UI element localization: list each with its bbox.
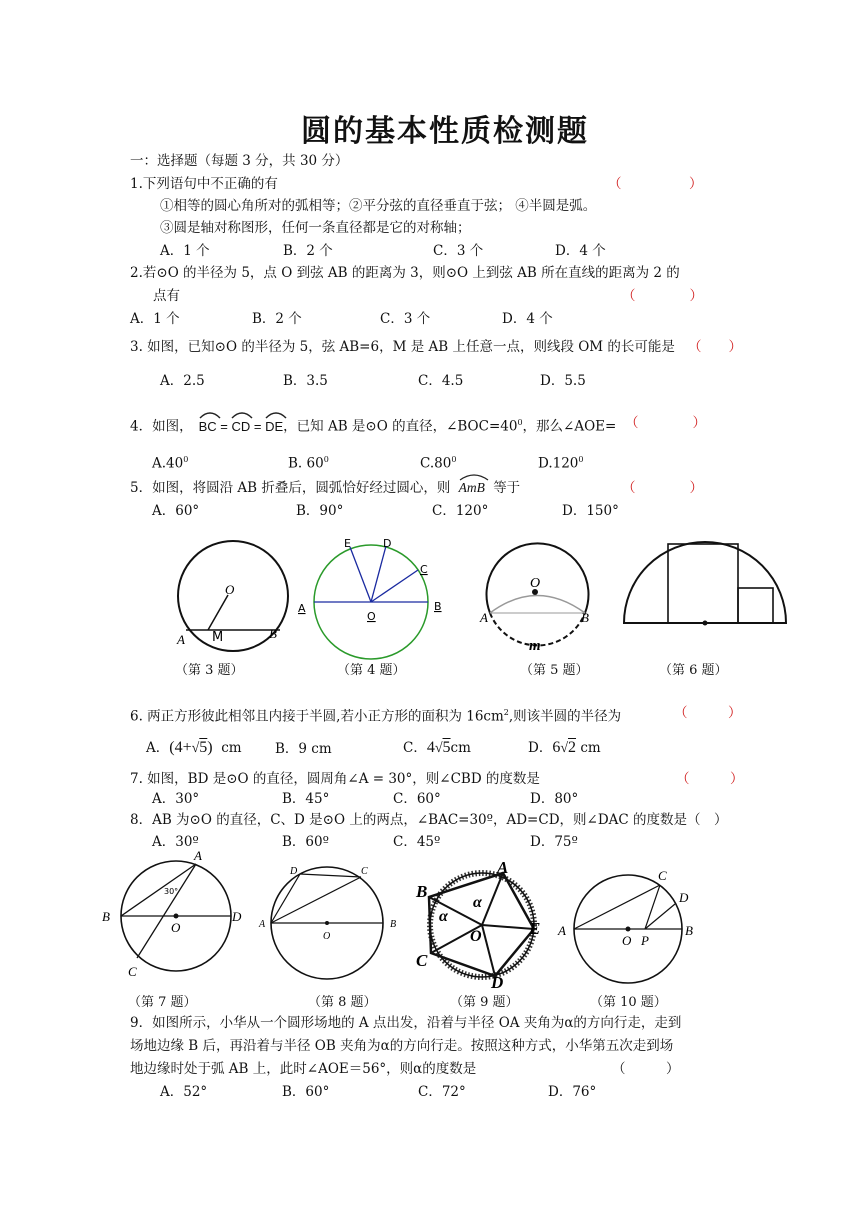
q6-stem: 6. 两正方形彼此相邻且内接于半圆,若小正方形的面积为 $16cm^2$,则该半圆的半径为 xyxy=(130,708,622,725)
arc-symbol-icon xyxy=(459,473,489,481)
fig7-label-d: D xyxy=(232,909,242,924)
fig4-label-d: D xyxy=(383,537,392,550)
q4-option-d[interactable]: D.120$^0$ xyxy=(538,455,584,472)
fig9-label-e: E xyxy=(529,919,541,938)
q3-option-b[interactable]: B．3.5 xyxy=(283,373,328,389)
fig4-label-a: A xyxy=(298,602,306,615)
fig7-label-o: O xyxy=(171,920,181,935)
q2-stem: 2.若⊙O 的半径为 5，点 O 到弦 AB 的距离为 3，则⊙O 上到弦 AB 所在直线的距离为 2 的 xyxy=(130,265,680,281)
fig7-label-b: B xyxy=(102,909,110,924)
q9-option-d[interactable]: D．76° xyxy=(548,1084,597,1100)
fig5-label-b: B xyxy=(581,610,589,625)
q4-answer-paren[interactable]: （ ） xyxy=(625,415,706,431)
fig10-label-d: D xyxy=(679,890,689,905)
figure-q9 xyxy=(415,853,550,988)
caption-q4: （第 4 题） xyxy=(337,663,406,678)
q9-option-b[interactable]: B．60° xyxy=(282,1084,330,1100)
caption-q3: （第 3 题） xyxy=(175,663,244,678)
fig9-label-b: B xyxy=(416,882,428,901)
fig4-label-c: C xyxy=(420,563,428,576)
fig3-label-o: O xyxy=(225,582,235,597)
q4-option-b[interactable]: B. $60^0$ xyxy=(288,455,329,472)
q1-option-a[interactable]: A．1 个 xyxy=(160,243,210,259)
fig10-label-p: P xyxy=(641,933,649,948)
caption-q8: （第 8 题） xyxy=(308,995,377,1010)
q8-option-b[interactable]: B．60º xyxy=(282,834,329,850)
q1-option-d[interactable]: D．4 个 xyxy=(555,243,606,259)
q5-option-b[interactable]: B．90° xyxy=(296,503,344,519)
q4-arc-de: DE xyxy=(265,418,283,436)
q2-option-a[interactable]: A．1 个 xyxy=(130,311,180,327)
fig9-label-c: C xyxy=(416,951,428,970)
caption-q5: （第 5 题） xyxy=(520,663,589,678)
q6-answer-paren[interactable]: （ ） xyxy=(674,705,742,721)
fig7-label-c: C xyxy=(128,964,137,979)
q3-stem: 3. 如图，已知⊙O 的半径为 5，弦 AB=6，M 是 AB 上任意一点，则线段 OM 的长可能是 xyxy=(130,339,675,355)
q7-option-d[interactable]: D．80° xyxy=(530,791,579,807)
arc-symbol-icon xyxy=(199,411,221,419)
q3-option-d[interactable]: D．5.5 xyxy=(540,373,586,389)
arc-symbol-icon xyxy=(231,411,253,419)
q8-stem: 8．AB 为⊙O 的直径，C、D 是⊙O 上的两点，∠BAC=30º，AD=CD，则∠DAC 的度数是（ ） xyxy=(130,812,728,828)
fig10-label-o: O xyxy=(622,933,632,948)
section-heading: 一：选择题（每题 3 分，共 30 分） xyxy=(130,153,349,169)
fig9-label-o: O xyxy=(470,928,482,945)
q8-option-d[interactable]: D．75º xyxy=(530,834,578,850)
q9-option-c[interactable]: C．72° xyxy=(418,1084,466,1100)
q7-option-a[interactable]: A．30° xyxy=(152,791,200,807)
caption-q7: （第 7 题） xyxy=(128,995,197,1010)
fig4-label-o: O xyxy=(367,610,376,623)
q1-option-c[interactable]: C．3 个 xyxy=(433,243,484,259)
q7-stem: 7. 如图，BD 是⊙O 的直径，圆周角∠A = 30°，则∠CBD 的度数是 xyxy=(130,771,540,787)
q1-option-b[interactable]: B．2 个 xyxy=(283,243,333,259)
q6-option-c[interactable]: C．4√5cm xyxy=(403,739,471,756)
fig4-label-b: B xyxy=(434,600,442,613)
q6-option-b[interactable]: B．9 cm xyxy=(275,741,332,757)
fig8-label-b: B xyxy=(390,919,397,930)
q1-statement-1: ①相等的圆心角所对的弧相等；②平分弦的直径垂直于弦； ④半圆是弧。 xyxy=(160,198,597,214)
figure-q6 xyxy=(620,538,790,628)
caption-q6: （第 6 题） xyxy=(659,663,728,678)
q5-arc-amb: AmB xyxy=(459,479,485,497)
q5-answer-paren[interactable]: （ ） xyxy=(622,480,703,496)
arc-symbol-icon xyxy=(265,411,287,419)
q8-option-c[interactable]: C．45º xyxy=(393,834,441,850)
fig3-label-b: B xyxy=(269,626,277,641)
q9-stem-line-2: 场地边缘 B 后，再沿着与半径 OB 夹角为α的方向行走。按照这种方式，小华第五次走到场 xyxy=(130,1038,674,1054)
fig5-label-a: A xyxy=(480,610,488,625)
figure-q8 xyxy=(255,860,405,990)
q2-option-d[interactable]: D．4 个 xyxy=(502,311,553,327)
q3-answer-paren[interactable]: （ ） xyxy=(688,339,742,355)
fig8-label-c: C xyxy=(361,866,368,877)
q4-option-a[interactable]: $A.40^0$ xyxy=(152,455,189,472)
fig5-label-o: O xyxy=(530,576,541,591)
q7-answer-paren[interactable]: （ ） xyxy=(676,771,744,787)
q3-option-a[interactable]: A．2.5 xyxy=(160,373,205,389)
q4-arc-equation: BC = CD = DE xyxy=(199,418,284,436)
figure-q7 xyxy=(100,848,250,988)
page-title: 圆的基本性质检测题 xyxy=(301,114,589,149)
caption-q9: （第 9 题） xyxy=(450,995,519,1010)
q1-statement-2: ③圆是轴对称图形，任何一条直径都是它的对称轴； xyxy=(160,220,471,236)
q5-option-d[interactable]: D．150° xyxy=(562,503,619,519)
q4-stem: 4．如图， BC = CD = DE，已知 AB 是⊙O 的直径，$\angle BOC=40^0$，那么∠AOE= xyxy=(130,414,616,436)
q4-stem-middle: ，已知 AB 是⊙O 的直径，∠BOC=40 xyxy=(283,418,518,435)
fig7-label-angle: 30° xyxy=(164,887,179,896)
caption-q10: （第 10 题） xyxy=(590,995,667,1010)
q4-stem-suffix: ，那么∠AOE= xyxy=(522,418,617,435)
fig3-label-a: A xyxy=(177,632,185,647)
q4-option-c[interactable]: $C.80^0$ xyxy=(420,455,457,472)
q7-option-b[interactable]: B．45° xyxy=(282,791,330,807)
q5-option-a[interactable]: A．60° xyxy=(152,503,200,519)
q3-option-c[interactable]: C．4.5 xyxy=(418,373,464,389)
q4-stem-prefix: 4．如图， xyxy=(130,418,193,435)
q7-option-c[interactable]: C．60° xyxy=(393,791,441,807)
fig10-label-c: C xyxy=(658,868,667,883)
figure-q4 xyxy=(296,536,446,661)
figure-q5 xyxy=(475,538,600,656)
q9-stem-line-1: 9．如图所示，小华从一个圆形场地的 A 点出发，沿着与半径 OA 夹角为α的方向行走，走到 xyxy=(130,1015,682,1031)
q5-option-c[interactable]: C．120° xyxy=(432,503,489,519)
q1-stem: 1.下列语句中不正确的有 xyxy=(130,176,278,192)
q9-answer-paren[interactable]: （ ） xyxy=(612,1061,680,1077)
fig8-label-a: A xyxy=(259,919,266,930)
fig7-label-a: A xyxy=(194,848,202,863)
q9-stem-line-3: 地边缘时处于弧 AB 上，此时∠AOE＝56°，则α的度数是 xyxy=(130,1061,477,1077)
q4-arc-cd: CD xyxy=(231,418,250,436)
q2-option-b[interactable]: B．2 个 xyxy=(252,311,302,327)
fig3-label-m: M xyxy=(212,630,224,645)
q9-option-a[interactable]: A．52° xyxy=(160,1084,208,1100)
fig9-label-a: A xyxy=(497,858,509,877)
figure-q3 xyxy=(170,540,300,655)
q2-answer-paren[interactable]: （ ） xyxy=(622,288,703,304)
fig8-label-d: D xyxy=(290,866,298,877)
q5-stem: 5．如图，将圆沿 AB 折叠后，圆弧恰好经过圆心，则 AmB 等于 xyxy=(130,479,520,497)
q6-option-d[interactable]: D．6√2 cm xyxy=(528,739,601,756)
figure-q10 xyxy=(553,862,703,990)
q2-option-c[interactable]: C．3 个 xyxy=(380,311,431,327)
q1-answer-paren[interactable]: （ ） xyxy=(608,176,703,192)
fig10-label-b: B xyxy=(685,923,693,938)
q6-option-a[interactable]: A．(4+√5) cm xyxy=(146,739,242,756)
fig9-label-d: D xyxy=(491,973,504,988)
q8-option-a[interactable]: A．30º xyxy=(152,834,199,850)
fig10-label-a: A xyxy=(558,923,566,938)
fig4-label-e: E xyxy=(344,537,351,550)
q2-stem-continued: 点有 xyxy=(153,288,180,304)
fig8-label-o: O xyxy=(323,931,331,942)
fig5-label-m: m xyxy=(529,638,541,654)
fig9-label-alpha-1: α xyxy=(439,908,448,925)
fig9-label-alpha-2: α xyxy=(473,894,482,911)
q4-arc-bc: BC xyxy=(199,418,217,436)
